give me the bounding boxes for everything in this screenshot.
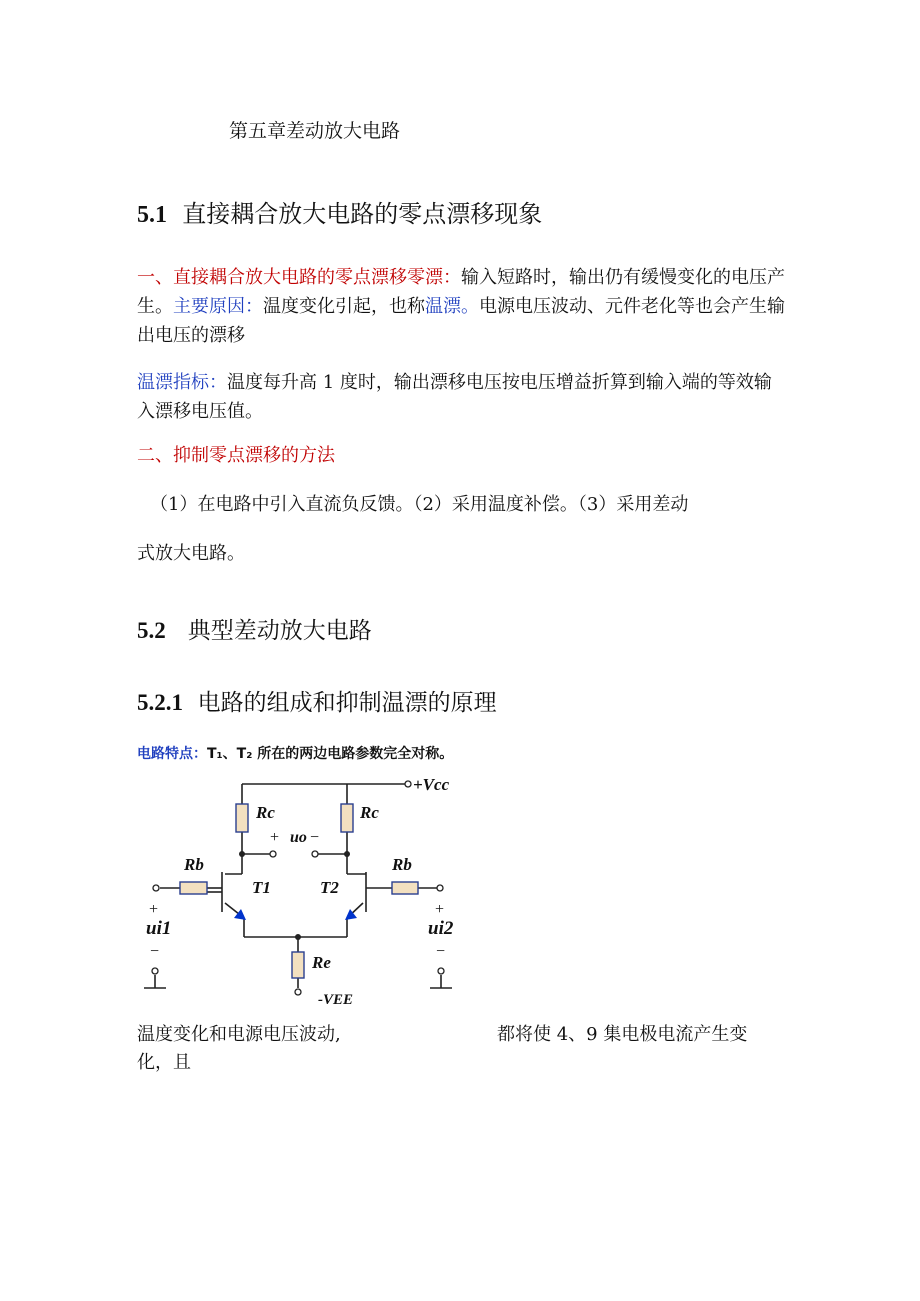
temp-drift-term: 温漂。 bbox=[425, 296, 479, 317]
main-cause-label: 主要原因： bbox=[173, 296, 263, 317]
zero-drift-term: 零漂： bbox=[407, 267, 461, 288]
methods-line-1: （1）在电路中引入直流负反馈。（2）采用温度补偿。（3）采用差动 bbox=[150, 494, 689, 515]
section-heading-5-2 bbox=[137, 612, 372, 645]
re-label: Re bbox=[312, 953, 331, 972]
ui2-label: ui2 bbox=[428, 918, 454, 939]
ui2-minus-sign: − bbox=[436, 943, 446, 960]
uo-label: uo bbox=[290, 829, 307, 846]
ui2-plus-sign: + bbox=[435, 901, 445, 918]
drift-index-label: 温漂指标： bbox=[137, 372, 227, 393]
vee-label: -VEE bbox=[318, 992, 354, 1004]
section-title: 直接耦合放大电路的零点漂移现象 bbox=[182, 200, 543, 228]
circuit-feature-label: 电路特点： bbox=[137, 746, 207, 762]
ui2-ground-terminal bbox=[438, 968, 444, 974]
other-causes-text: 电源电压波动、元件老化等也会产生输出电压的漂移 bbox=[137, 296, 785, 346]
main-cause-text: 温度变化引起，也称 bbox=[263, 296, 425, 317]
methods-line-2: 式放大电路。 bbox=[137, 543, 245, 564]
ui2-terminal bbox=[437, 885, 443, 891]
ui1-ground-terminal bbox=[152, 968, 158, 974]
zero-drift-paragraph bbox=[137, 263, 787, 350]
t2-label: T2 bbox=[320, 878, 339, 897]
uo-minus-terminal bbox=[312, 851, 318, 857]
section-title: 电路的组成和抑制温漂的原理 bbox=[197, 690, 497, 716]
rb-left-label: Rb bbox=[184, 855, 204, 874]
rb-left-resistor bbox=[180, 882, 207, 894]
part2-heading: 二、抑制零点漂移的方法 bbox=[137, 445, 335, 466]
ui1-terminal bbox=[153, 885, 159, 891]
uo-plus-terminal bbox=[270, 851, 276, 857]
vee-terminal bbox=[295, 989, 301, 995]
part1-heading: 一、直接耦合放大电路的零点漂移 bbox=[137, 267, 407, 288]
ui1-minus-sign: − bbox=[150, 943, 160, 960]
bottom-text-left: 温度变化和电源电压波动, bbox=[137, 1024, 341, 1045]
uo-plus-sign: + bbox=[270, 829, 280, 846]
rb-right-resistor bbox=[392, 882, 418, 894]
zero-drift-definition: 输入短路时，输出仍有缓慢变化的电压产生。 bbox=[137, 267, 785, 317]
section-number: 5.2 bbox=[137, 618, 166, 643]
section-heading-5-2-1 bbox=[137, 684, 497, 717]
bottom-text-right: 都将使 4、9 集电极电流产生变 bbox=[497, 1024, 748, 1045]
rc-right-resistor bbox=[341, 804, 353, 832]
vcc-terminal bbox=[405, 781, 411, 787]
vcc-label: +Vcc bbox=[413, 775, 450, 794]
drift-index-paragraph bbox=[137, 368, 787, 426]
section-title: 典型差动放大电路 bbox=[187, 618, 372, 644]
rc-left-resistor bbox=[236, 804, 248, 832]
circuit-feature-text: T₁、T₂ 所在的两边电路参数完全对称。 bbox=[207, 746, 454, 762]
rc-left-label: Rc bbox=[256, 803, 275, 822]
differential-amplifier-diagram bbox=[130, 768, 470, 1004]
rc-right-label: Rc bbox=[360, 803, 379, 822]
drift-index-text: 温度每升高 1 度时，输出漂移电压按电压增益折算到输入端的等效输入漂移电压值。 bbox=[137, 372, 772, 422]
ui1-plus-sign: + bbox=[149, 901, 159, 918]
chapter-title: 第五章差动放大电路 bbox=[229, 120, 401, 142]
ui1-label: ui1 bbox=[146, 918, 172, 939]
section-heading-5-1 bbox=[137, 194, 542, 229]
re-resistor bbox=[292, 952, 304, 978]
t1-label: T1 bbox=[252, 878, 271, 897]
section-number: 5.2.1 bbox=[137, 690, 183, 715]
bottom-text-line-2: 化，且 bbox=[137, 1052, 191, 1073]
rb-right-label: Rb bbox=[392, 855, 412, 874]
uo-minus-sign: − bbox=[310, 829, 320, 846]
circuit-feature-caption bbox=[137, 743, 453, 763]
section-number: 5.1 bbox=[137, 202, 167, 228]
